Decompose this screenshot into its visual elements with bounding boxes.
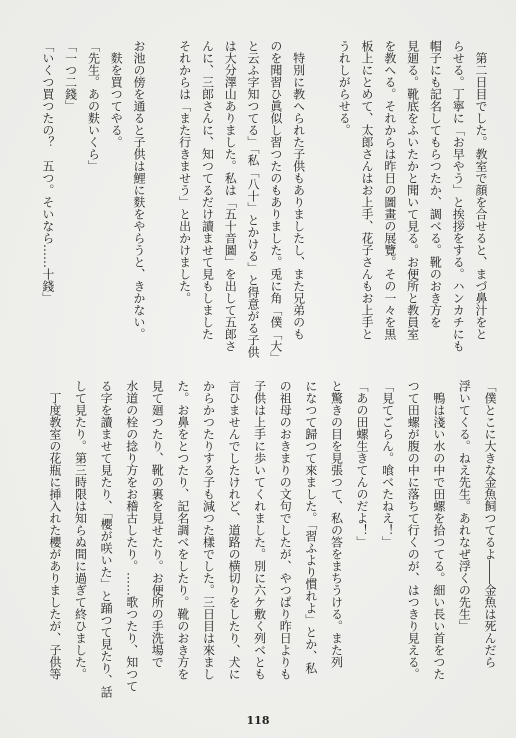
- text-line: 水道の栓の捻り方をお稽古したり。……歌つたり、知つて: [124, 380, 139, 692]
- text-line: の祖母のおきまりの文句でしたが、やつぱり昨日よりも: [278, 380, 293, 680]
- text-line: 第二日目でした。教室で顔を合せると、まづ鼻汁をと: [474, 52, 488, 340]
- text-line: 特別に教へられた子供もありましたし、また兄弟のも: [291, 52, 306, 340]
- text-line: 浮いてくる。ねえ先生。あれなぜ浮くの先生」: [457, 380, 472, 632]
- text-line: 麩を買つてやる。: [109, 52, 124, 148]
- text-line: 「見てごらん。喰べたねえ！」: [380, 380, 395, 548]
- text-line: のを聞習ひ眞似し習つたのもありました。兎に角「僕「大」: [268, 40, 283, 364]
- text-section: [173, 40, 310, 370]
- text-line: 言ひませんでしたけれど、道路の横切りをしたり、犬に: [227, 380, 242, 680]
- text-line: と云ふ字知つてる」「私「八十」とかける」と得意がる子供: [246, 40, 261, 358]
- section-break: [150, 40, 173, 370]
- text-line: 帽子にも記名してもらつたか、調べる。靴のおき方を: [428, 40, 443, 328]
- text-line: して見たり。第三時限は知らぬ間に過ぎて終ひました。: [73, 380, 88, 680]
- text-line: た。お鼻をとつたり、記名調べをしたり。靴のおき方を: [175, 380, 190, 680]
- text-line: になつて歸つて來ました。「習ふより慣れよ」とか、私: [303, 380, 318, 674]
- section-break: [310, 40, 333, 370]
- upper-text-block: [36, 40, 492, 370]
- text-line: からかつたりする子も減つた樣でした。三日目は來まし: [201, 380, 216, 680]
- text-line: うれしがらせる。: [337, 40, 352, 136]
- text-line: 子供は上手に歩いてくれました。別に六ケ敷く列べとも: [252, 380, 267, 680]
- text-section: [41, 380, 502, 710]
- text-line: 「先生。あの麩いくら」: [86, 40, 101, 172]
- text-section: [332, 40, 492, 370]
- text-line: 「一つ二錢」: [63, 40, 78, 112]
- text-line: 鴨は淺い水の中で田螺を拾つてる。細い長い首をつた: [431, 392, 446, 680]
- text-line: 「あの田螺生きてんのだよ！」: [355, 380, 370, 548]
- text-line: 丁度教室の花瓶に揷入れた櫻がありましたが、子供等: [47, 392, 62, 680]
- text-line: つて田螺が腹の中に落ちて行くのが、はつきり見える。: [406, 380, 421, 680]
- text-line: は大分澤山ありました。私は「五十音圖」を出して五郎さ: [223, 40, 238, 352]
- text-line: と驚きの目を見張つて、私の答をまちうける。また列: [329, 380, 344, 668]
- text-line: んに、三郎さんに、知つてるだけ讀ませて見もしました: [200, 40, 215, 340]
- text-line: 板上にとめて、太郎さんはお上手、花子さんもお上手と: [360, 40, 375, 340]
- text-section: [36, 40, 150, 370]
- text-line: 「僕とこに大きな金魚飼つてるよ――金魚は死んだら: [483, 380, 497, 668]
- lower-text-block: [41, 380, 502, 710]
- text-line: らせる。丁寧に「お早やう」と挨拶をする。ハンカチにも: [451, 40, 466, 352]
- text-line: る字を讀ませて見たり、「櫻が咲いた」と踊つて見たり、話: [99, 380, 114, 698]
- page-number: 118: [246, 714, 270, 727]
- text-line: それからは「また行きませう」と出かけました。: [177, 40, 192, 304]
- text-line: 見て廻つたり、靴の裏を見せたり。お便所の手洗場で: [150, 380, 165, 668]
- text-line: を教へる。それからは昨日の圖畫の展覽。その一々を黒: [382, 40, 397, 340]
- text-line: 見廻る。靴底をふいたかと聞いて見る。お便所と教員室: [405, 40, 420, 340]
- text-line: お池の傍を通ると子供は鯉に麩をやらうと、きかない。: [132, 40, 147, 340]
- text-line: 「いくつ買つたの？ 五つ。そいなら……十錢」: [40, 40, 55, 304]
